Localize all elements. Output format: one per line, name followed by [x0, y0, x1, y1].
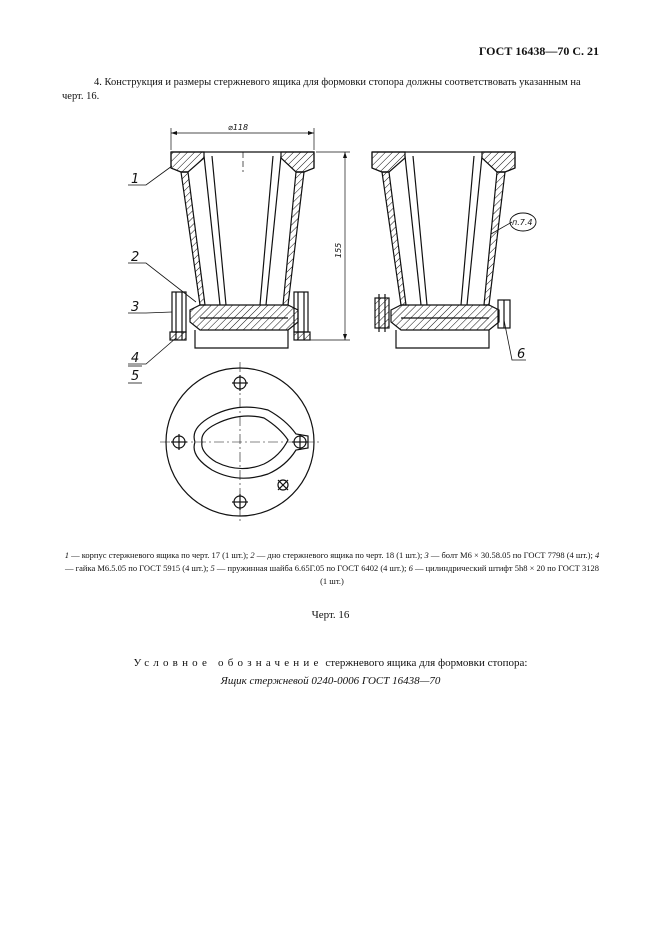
legend-item-5: 5 — пружинная шайба 6.65Г.05 по ГОСТ 6402 (4 шт.); [210, 563, 409, 573]
paragraph: 4. Конструкция и размеры стержневого ящика для формовки стопора должны соответствовать указанным на черт. 16. [62, 77, 581, 102]
legend-item-1: 1 — корпус стержневого ящика по черт. 17 (1 шт.); [64, 550, 251, 560]
left-section-view [170, 128, 350, 348]
label-4: 4 [131, 351, 140, 366]
legend [62, 549, 602, 588]
right-section-view [372, 152, 536, 348]
legend-item-6: 6 — цилиндрический штифт 5h8 × 20 по ГОСТ 3128 (1 шт.) [320, 563, 599, 586]
designation-example: Ящик стержневой 0240-0006 ГОСТ 16438—70 [220, 675, 441, 687]
label-1: 1 [131, 172, 140, 187]
page-header: ГОСТ 16438—70 С. 21 [478, 44, 599, 58]
figure-caption: Черт. 16 [311, 609, 350, 621]
legend-item-4: 4 — гайка М6.5.05 по ГОСТ 5915 (4 шт.); [65, 550, 600, 573]
label-3: 3 [131, 300, 140, 315]
diameter-dimension: ⌀118 [228, 123, 249, 132]
height-dimension: 155 [334, 242, 343, 258]
legend-item-3: 3 — болт М6 × 30.58.05 по ГОСТ 7798 (4 шт.); [424, 550, 595, 560]
label-6: 6 [517, 347, 526, 362]
legend-item-2: 2 — дно стержневого ящика по черт. 18 (1 шт.); [250, 550, 425, 560]
label-5: 5 [131, 369, 140, 384]
plan-view [160, 362, 320, 522]
detail-note: п.7.4 [512, 218, 533, 227]
label-2: 2 [131, 250, 140, 265]
designation-heading: Условное обозначение стержневого ящика для формовки стопора: [133, 657, 528, 669]
